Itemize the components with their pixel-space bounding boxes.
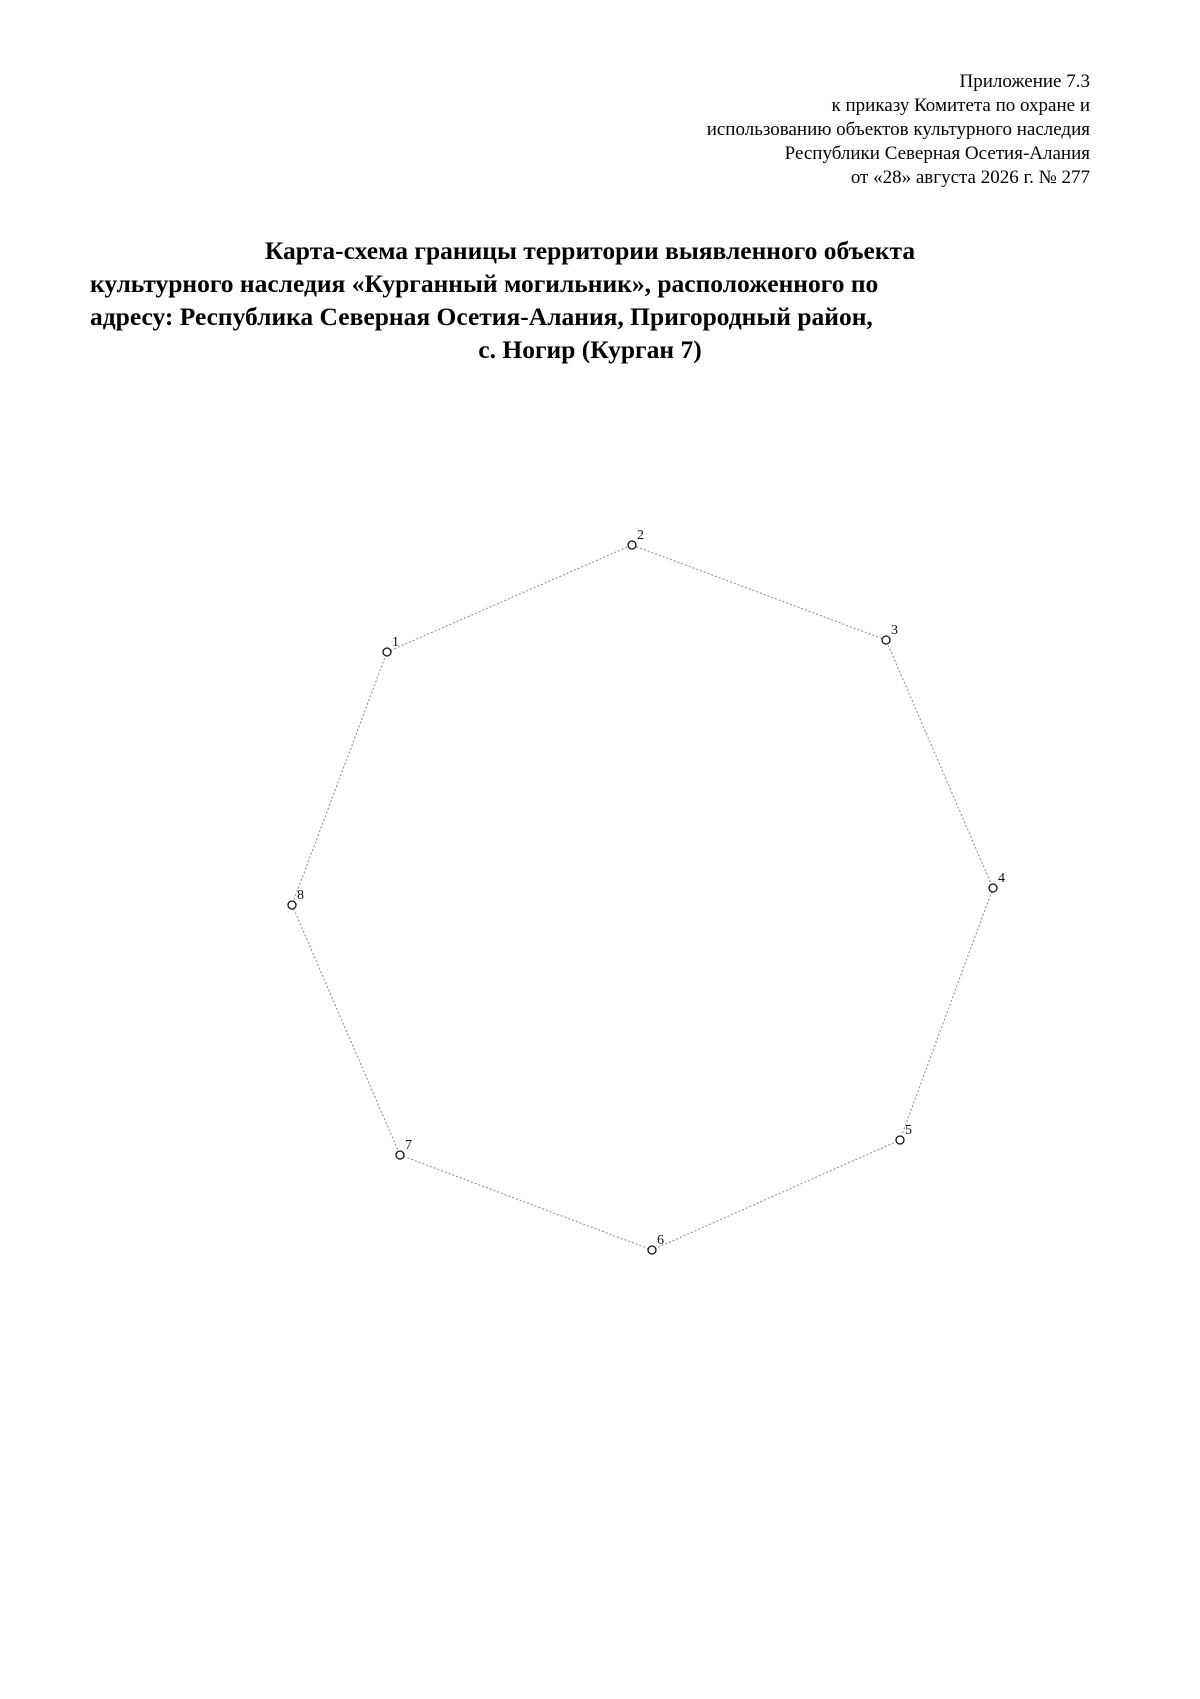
appendix-number: Приложение 7.3: [959, 71, 1090, 92]
boundary-point-marker-4: [989, 884, 997, 892]
boundary-point-label-4: 4: [998, 871, 1005, 886]
boundary-point-label-5: 5: [905, 1123, 912, 1138]
boundary-point-marker-7: [396, 1151, 404, 1159]
boundary-line: [292, 545, 993, 1250]
title-line-4: с. Ногир (Курган 7): [478, 335, 702, 364]
boundary-point-marker-6: [648, 1246, 656, 1254]
boundary-point-marker-2: [628, 541, 636, 549]
title-line-1: Карта-схема границы территории выявленного объекта: [264, 236, 916, 265]
boundary-point-label-8: 8: [297, 888, 304, 903]
boundary-point-marker-5: [896, 1136, 904, 1144]
boundary-point-marker-3: [882, 636, 890, 644]
appendix-committee: использованию объектов культурного наследия: [706, 119, 1090, 140]
appendix-date-number: от «28» августа 2026 г. № 277: [850, 167, 1090, 188]
boundary-point-label-3: 3: [891, 623, 898, 638]
appendix-order-ref: к приказу Комитета по охране и: [831, 95, 1090, 116]
boundary-point-marker-8: [288, 901, 296, 909]
boundary-point-label-7: 7: [405, 1138, 412, 1153]
boundary-point-label-2: 2: [637, 528, 644, 543]
title-line-2: культурного наследия «Курганный могильник», расположенного по: [90, 269, 879, 298]
title-line-3: адресу: Республика Северная Осетия-Алания, Пригородный район,: [90, 302, 873, 331]
boundary-point-label-1: 1: [392, 635, 399, 650]
boundary-point-label-6: 6: [657, 1233, 664, 1248]
appendix-republic: Республики Северная Осетия-Алания: [784, 143, 1090, 164]
boundary-point-marker-1: [383, 648, 391, 656]
